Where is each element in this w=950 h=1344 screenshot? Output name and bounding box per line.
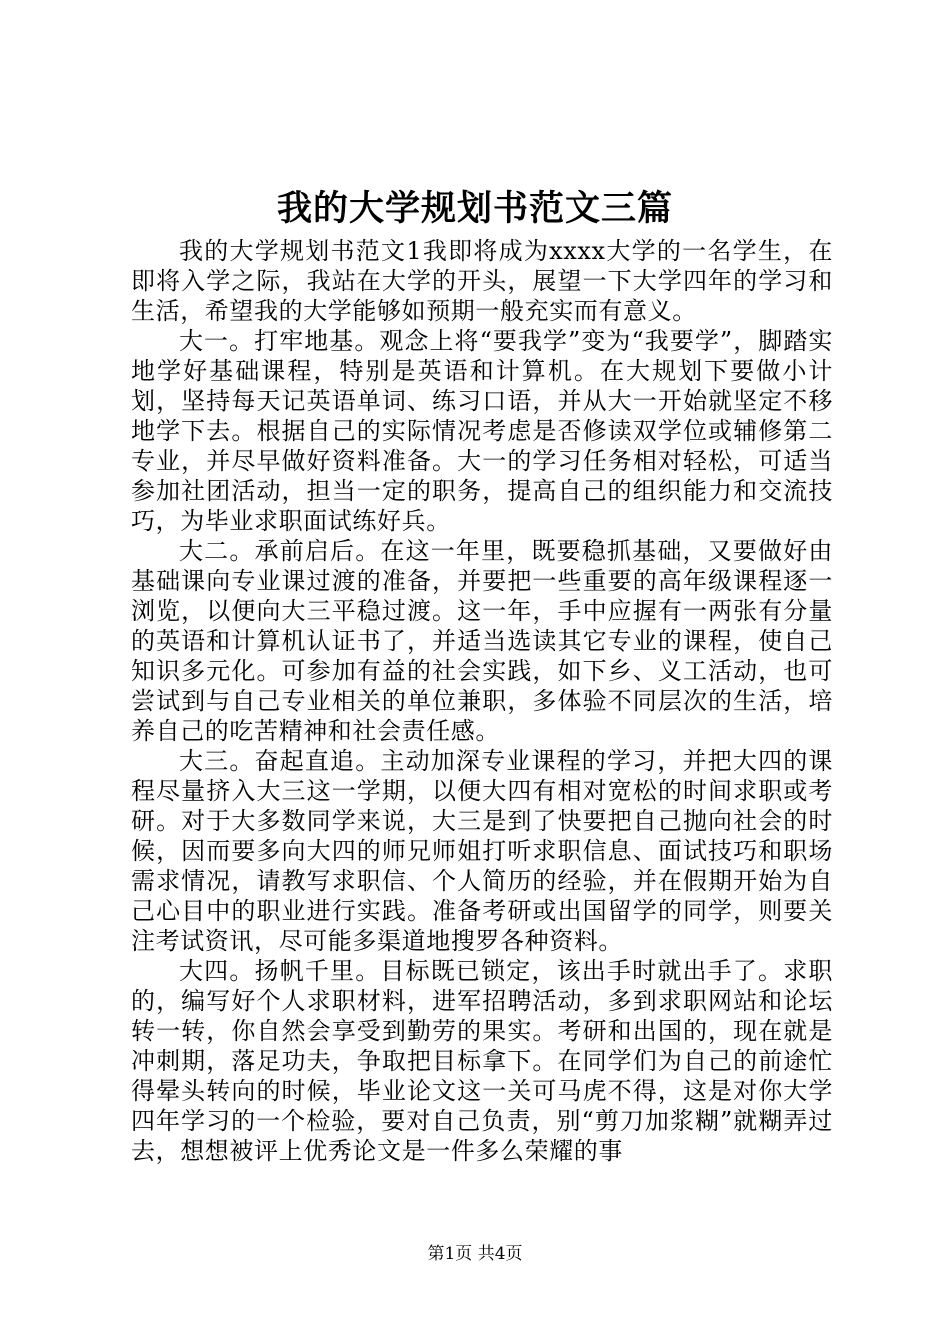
document-title: 我的大学规划书范文三篇 bbox=[276, 188, 673, 229]
paragraph-year-three: 大三。奋起直追。主动加深专业课程的学习，并把大四的课程尽量挤入大三这一学期，以便大四有相对宽松的时间求职或考研。对于大多数同学来说，大三是到了快要把自己抛向社会的时候，因而要多向大四的师兄师姐打听求职信息、面试技巧和职场需求情况，请教写求职信、个人简历的经验，并在假期开始为自己心目中的职业进行实践。准备考研或出国留学的同学，则要关注考试资讯，尽可能多渠道地搜罗各种资料。 bbox=[131, 747, 833, 955]
paragraph-year-two: 大二。承前启后。在这一年里，既要稳抓基础，又要做好由基础课向专业课过渡的准备，并要把一些重要的高年级课程逐一浏览，以便向大三平稳过渡。这一年，手中应握有一两张有分量的英语和计算机认证书了，并适当选读其它专业的课程，使自己知识多元化。可参加有益的社会实践，如下乡、义工活动，也可尝试到与自己专业相关的单位兼职，多体验不同层次的生活，培养自己的吃苦精神和社会责任感。 bbox=[131, 537, 833, 745]
paragraph-year-four: 大四。扬帆千里。目标既已锁定，该出手时就出手了。求职的，编写好个人求职材料，进军招聘活动，多到求职网站和论坛转一转，你自然会享受到勤劳的果实。考研和出国的，现在就是冲刺期，落足功夫，争取把目标拿下。在同学们为自己的前途忙得晕头转向的时候，毕业论文这一关可马虎不得，这是对你大学四年学习的一个检验，要对自己负责，别“剪刀加浆糊”就糊弄过去，想想被评上优秀论文是一件多么荣耀的事 bbox=[131, 957, 833, 1165]
page-number-footer: 第1页 共4页 bbox=[427, 1244, 523, 1264]
paragraph-intro: 我的大学规划书范文1我即将成为xxxx大学的一名学生，在即将入学之际，我站在大学的开头，展望一下大学四年的学习和生活，希望我的大学能够如预期一般充实而有意义。 bbox=[131, 237, 833, 325]
paragraph-year-one: 大一。打牢地基。观念上将“要我学”变为“我要学”，脚踏实地学好基础课程，特别是英语和计算机。在大规划下要做小计划，坚持每天记英语单词、练习口语，并从大一开始就坚定不移地学下去。根据自己的实际情况考虑是否修读双学位或辅修第二专业，并尽早做好资料准备。大一的学习任务相对轻松，可适当参加社团活动，担当一定的职务，提高自己的组织能力和交流技巧，为毕业求职面试练好兵。 bbox=[131, 327, 833, 535]
document-body bbox=[131, 236, 833, 1166]
